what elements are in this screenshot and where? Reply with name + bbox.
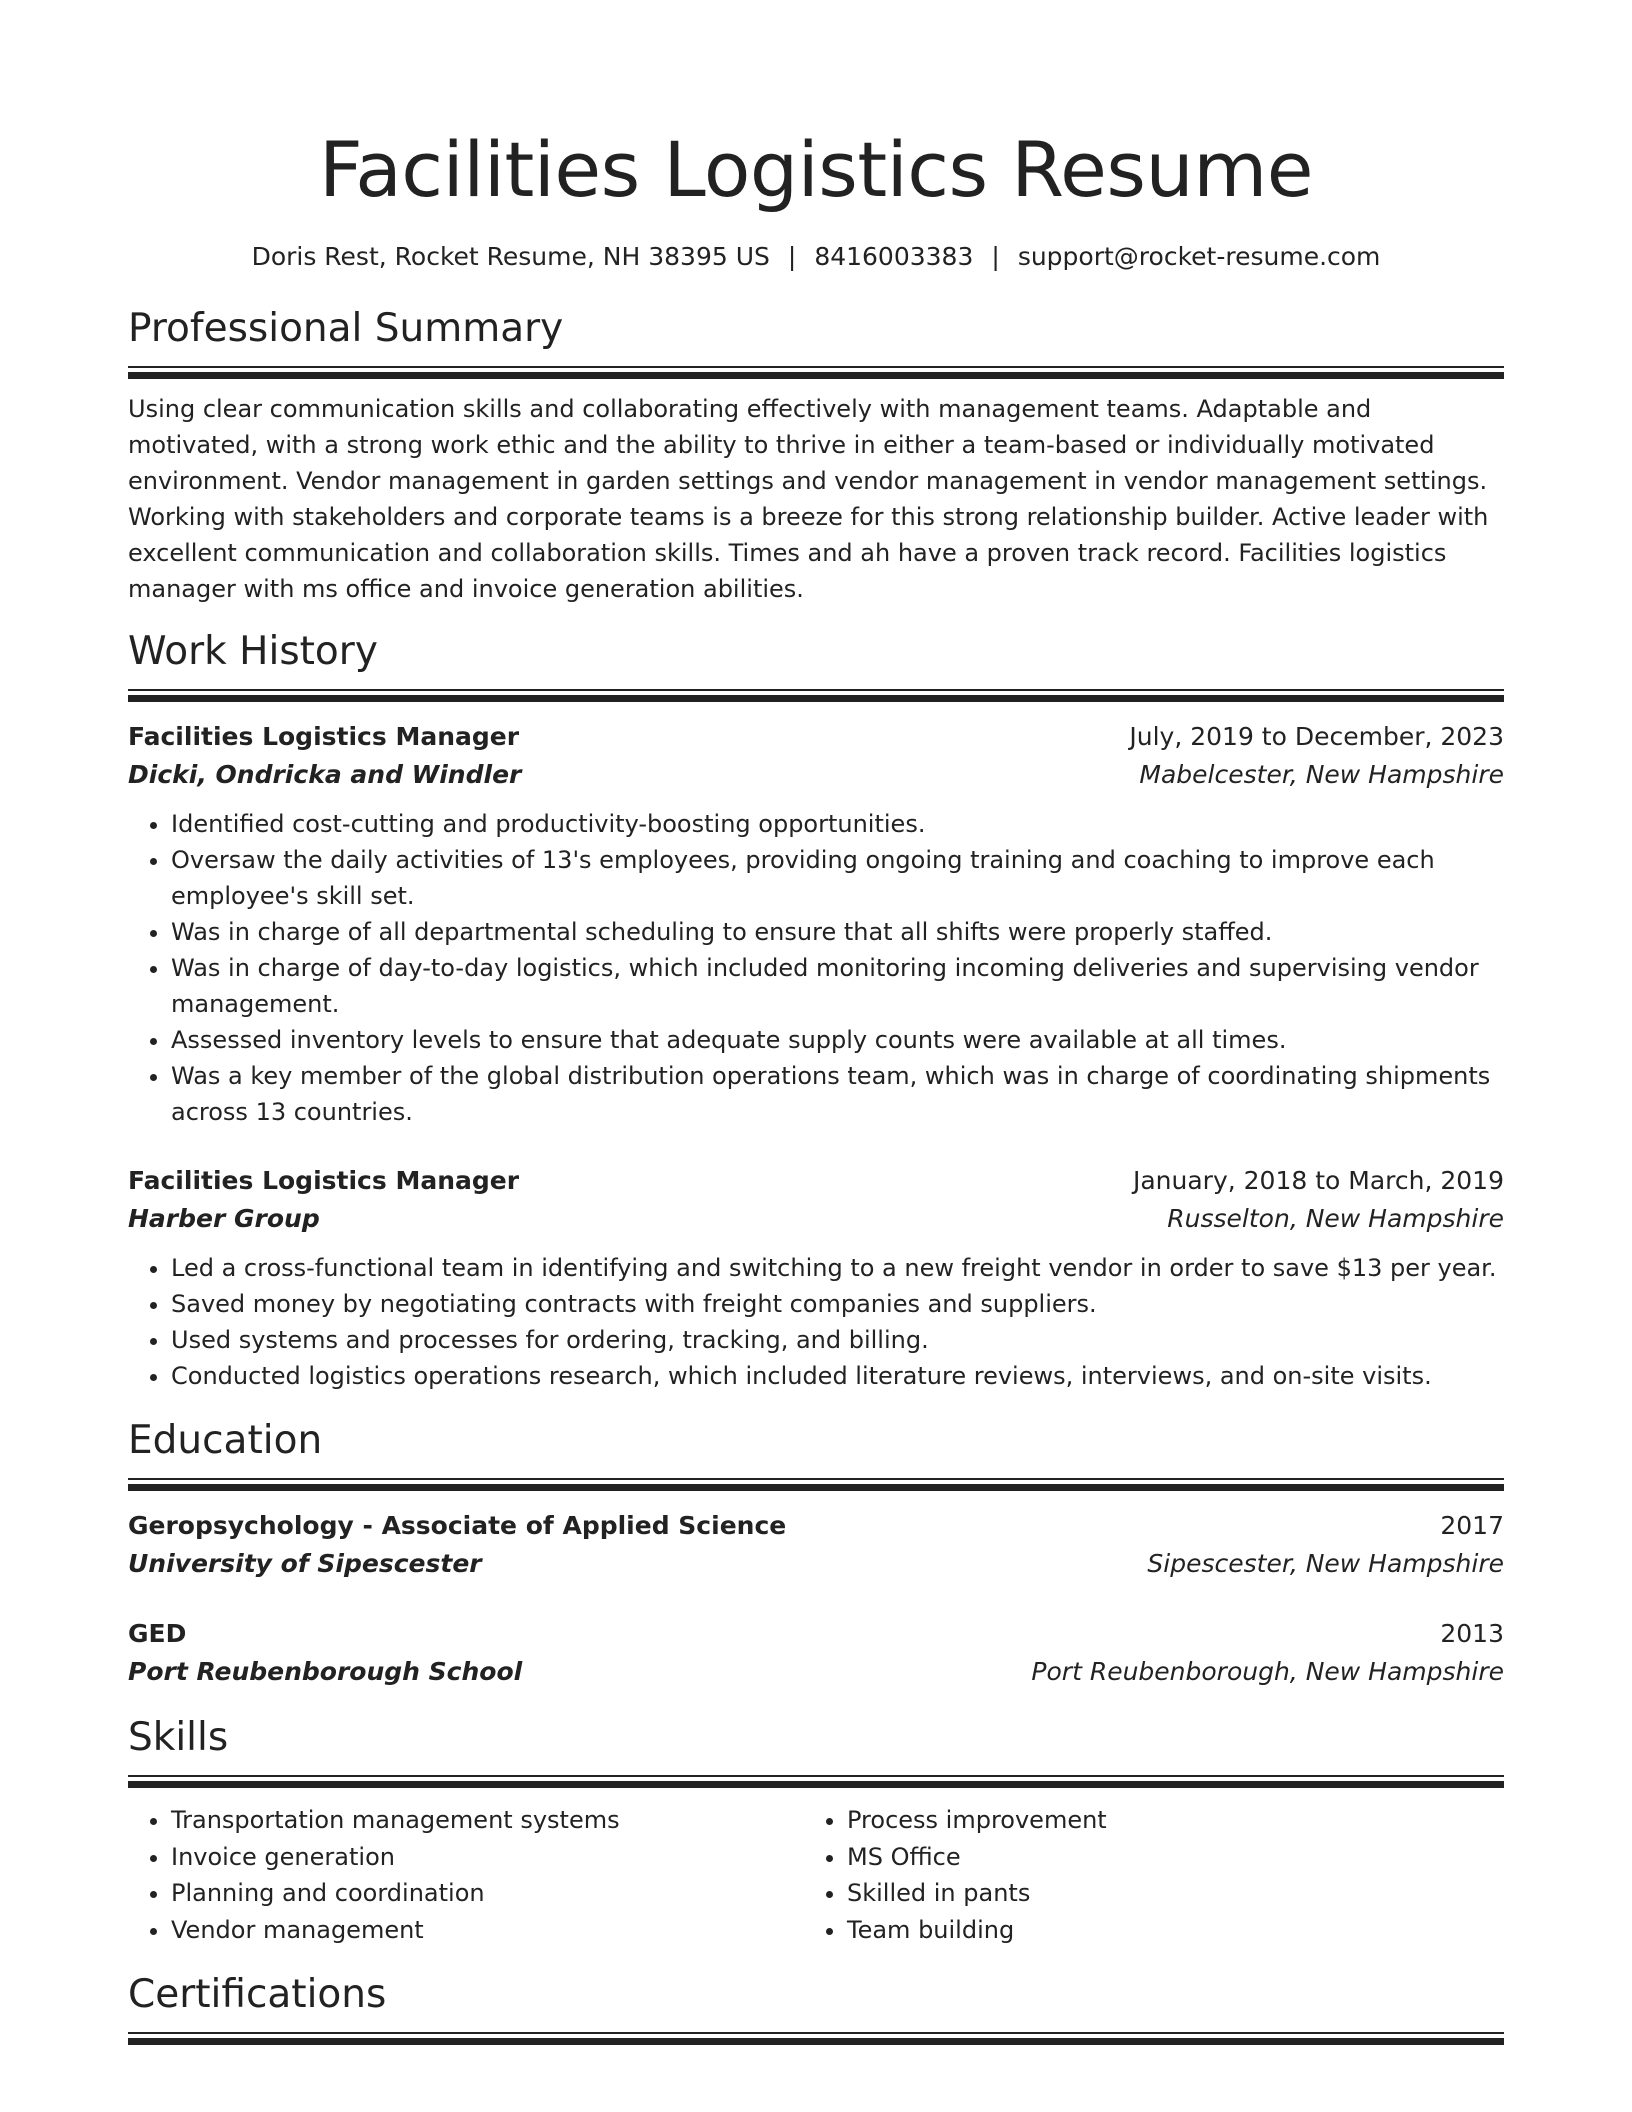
graduation-year: 2013 [1440, 1619, 1504, 1648]
certifications-section [128, 1970, 1504, 2045]
school-location: Sipescester, New Hampshire [1147, 1549, 1504, 1578]
list-item: • Conducted logistics operations research, which included literature reviews, interviews, and on-site visits. [171, 1358, 1504, 1394]
job-dates: January, 2018 to March, 2019 [1132, 1166, 1504, 1195]
list-item: • Saved money by negotiating contracts with freight companies and suppliers. [171, 1286, 1504, 1322]
education-entry [128, 1615, 1504, 1691]
list-item: • Skilled in pants [847, 1875, 1107, 1912]
list-item: • Assessed inventory levels to ensure that adequate supply counts were available at all times. [171, 1022, 1504, 1058]
job-entry [128, 718, 1504, 1130]
section-heading-certifications: Certifications [128, 1972, 387, 2017]
education-section [128, 1416, 1504, 1691]
section-heading-summary: Professional Summary [128, 306, 564, 351]
list-item: • Used systems and processes for ordering, tracking, and billing. [171, 1322, 1504, 1358]
section-divider [128, 689, 1504, 702]
contact-separator: | [991, 242, 1000, 271]
section-heading-skills: Skills [128, 1715, 229, 1760]
summary-section [128, 304, 1504, 607]
section-heading-education: Education [128, 1418, 323, 1463]
list-item: • Transportation management systems [171, 1802, 804, 1839]
list-item: • Team building [847, 1912, 1107, 1949]
degree-name: GED [128, 1619, 187, 1648]
list-item: • Was in charge of all departmental scheduling to ensure that all shifts were properly staffed. [171, 914, 1504, 950]
contact-address: Doris Rest, Rocket Resume, NH 38395 US [251, 242, 770, 271]
list-item: • Oversaw the daily activities of 13's employees, providing ongoing training and coaching to improve each employee's skill set. [171, 842, 1504, 914]
list-item: • MS Office [847, 1839, 1107, 1876]
company-name: Harber Group [128, 1204, 320, 1233]
skills-column-left [128, 1802, 804, 1948]
school-name: Port Reubenborough School [128, 1657, 523, 1686]
school-name: University of Sipescester [128, 1549, 482, 1578]
list-item: • Process improvement [847, 1802, 1107, 1839]
company-name: Dicki, Ondricka and Windler [128, 760, 522, 789]
list-item: • Led a cross-functional team in identifying and switching to a new freight vendor in order to save $13 per year. [171, 1250, 1504, 1286]
section-divider [128, 2032, 1504, 2045]
list-item: • Was in charge of day-to-day logistics, which included monitoring incoming deliveries and supervising vendor management. [171, 950, 1504, 1022]
contact-line [128, 240, 1504, 274]
list-item: • Identified cost-cutting and productivity-boosting opportunities. [171, 806, 1504, 842]
contact-separator: | [787, 242, 797, 271]
job-entry [128, 1162, 1504, 1394]
contact-phone: 8416003383 [814, 242, 974, 271]
skills-list [128, 1802, 1504, 1948]
graduation-year: 2017 [1440, 1511, 1504, 1540]
education-entry [128, 1507, 1504, 1583]
job-bullets [128, 1250, 1504, 1394]
degree-name: Geropsychology - Associate of Applied Science [128, 1511, 787, 1540]
job-dates: July, 2019 to December, 2023 [1129, 722, 1504, 751]
list-item: • Planning and coordination [171, 1875, 804, 1912]
section-heading-work-history: Work History [128, 629, 378, 674]
resume-title: Facilities Logistics Resume [319, 125, 1313, 214]
list-item: • Vendor management [171, 1912, 804, 1949]
section-divider [128, 1478, 1504, 1491]
job-location: Mabelcester, New Hampshire [1139, 760, 1504, 789]
skills-column-right [804, 1802, 1107, 1948]
section-divider [128, 1775, 1504, 1788]
job-title: Facilities Logistics Manager [128, 722, 520, 751]
school-location: Port Reubenborough, New Hampshire [1031, 1657, 1504, 1686]
skills-section [128, 1713, 1504, 1948]
list-item: • Invoice generation [171, 1839, 804, 1876]
job-location: Russelton, New Hampshire [1167, 1204, 1504, 1233]
work-history-section [128, 627, 1504, 1394]
job-bullets [128, 806, 1504, 1130]
contact-email[interactable]: support@rocket-resume.com [1017, 242, 1381, 271]
summary-text: Using clear communication skills and collaborating effectively with management teams. Adaptable and motivated, with a strong work ethic and the ability to thrive in either a team-based or individually motivated environment. Vendor management in garden settings and vendor management in vendor management settings. Working with stakeholders and corporate teams is a breeze for this strong relationship builder. Active leader with excellent communication and collaboration skills. Times and ah have a proven track record. Facilities logistics manager with ms office and invoice generation abilities. [128, 395, 1489, 603]
list-item: • Was a key member of the global distribution operations team, which was in charge of coordinating shipments across 13 countries. [171, 1058, 1504, 1130]
job-title: Facilities Logistics Manager [128, 1166, 520, 1195]
section-divider [128, 366, 1504, 379]
